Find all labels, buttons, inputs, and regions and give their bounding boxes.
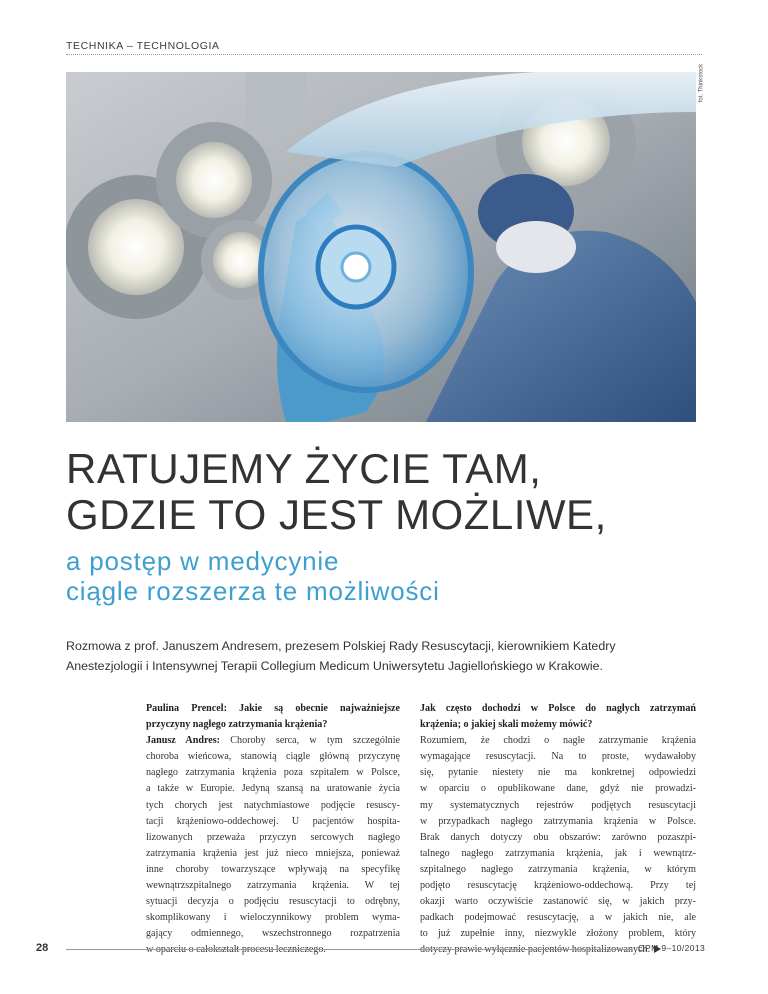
magazine-issue: OPM 9–10/2013 bbox=[638, 943, 706, 953]
subtitle-line: ciągle rozszerza te możliwości bbox=[66, 576, 440, 606]
title-line: RATUJEMY ŻYCIE TAM, bbox=[66, 445, 542, 492]
answer-line: choroba wieńcowa, stanowią ciągle główną przyczynę bbox=[146, 751, 400, 763]
answer-line: w oparciu o całokształt procesu leczniczego. bbox=[146, 944, 326, 956]
column-right bbox=[420, 701, 696, 959]
question-line: krążenia; o jakiej skali możemy mówić? bbox=[420, 719, 593, 731]
answer-line: my systematycznych rejestrów podjętych resuscytacji bbox=[420, 799, 696, 811]
answer-line: skomplikowany i wieloczynnikowy problem wyma- bbox=[146, 912, 400, 924]
article-lead bbox=[66, 636, 706, 676]
photo-credit: fot. Thinkstock bbox=[698, 63, 705, 103]
answer-line: gający odmiennego, wszechstronnego rozpatrzenia bbox=[146, 928, 400, 940]
answer-line: się, pytanie niestety nie ma konkretnej odpowiedzi bbox=[420, 767, 696, 779]
answer-line: tacji krążeniowo-oddechowej. U pacjentów hospita- bbox=[146, 815, 400, 827]
column-left bbox=[146, 701, 400, 959]
answer-line: w przypadkach nagłego zatrzymania krążenia w Polsce. bbox=[420, 815, 696, 827]
answer-line: Brak danych dotyczy obu obszarów: zarówno pozaszpi- bbox=[420, 831, 696, 843]
answer-line: Rozumiem, że chodzi o nagłe zatrzymanie krążenia bbox=[420, 735, 696, 747]
article-subtitle bbox=[66, 546, 440, 606]
operating-room-photo bbox=[66, 72, 696, 422]
lead-line: Anestezjologii i Intensywnej Terapii Collegium Medicum Uniwersytetu Jagiellońskiego w Krakowie. bbox=[66, 659, 603, 673]
answer-line: Janusz Andres: Choroby serca, w tym szczególnie bbox=[146, 735, 400, 747]
answer-line: szpitalnego nagłego zatrzymania krążenia, w którym bbox=[420, 863, 696, 875]
answer-line: podjęto resuscytację krążeniowo-oddechową. Przy tej bbox=[420, 880, 696, 892]
answer-line: to już zupełnie inny, niezwykle złożony problem, który bbox=[420, 928, 696, 940]
footer-divider bbox=[66, 949, 632, 950]
section-label: TECHNIKA – TECHNOLOGIA bbox=[66, 40, 220, 52]
answer-line: padkach podejmować resuscytację, a w jakich nie, ale bbox=[420, 912, 696, 924]
answer-line: wewnątrzszpitalnego zatrzymania krążenia. W tej bbox=[146, 880, 400, 892]
answer-line: wymagające resuscytacji. Na to proste, wydawałoby bbox=[420, 751, 696, 763]
lead-line: Rozmowa z prof. Januszem Andresem, prezesem Polskiej Rady Resuscytacji, kierownikiem Katedry bbox=[66, 639, 616, 653]
question-line: przyczyny nagłego zatrzymania krążenia? bbox=[146, 719, 328, 731]
answer-line: nagłego zatrzymania krążenia poza szpitalem w Polsce, bbox=[146, 767, 400, 779]
title-line: GDZIE TO JEST MOŻLIWE, bbox=[66, 491, 607, 538]
answer-line: w oparciu o opublikowane dane, gdyż nie prowadzi- bbox=[420, 783, 696, 795]
speaker-name: Janusz Andres: bbox=[146, 735, 221, 747]
page-number: 28 bbox=[36, 942, 49, 954]
answer-line: sytuacji decyzja o podjęciu resuscytacji to odrębny, bbox=[146, 896, 400, 908]
answer-line: okazji warto oczywiście zastanowić się, w jakich przy- bbox=[420, 896, 696, 908]
section-divider bbox=[66, 54, 702, 55]
answer-line: dotyczy prawie wyłącznie pacjentów hospitalizowanych. bbox=[420, 942, 696, 958]
answer-line: zatrzymania krążenia jest już nieco mniejsza, ponieważ bbox=[146, 847, 400, 859]
answer-line: tych chorych jest natychmiastowe podjęcie resuscy- bbox=[146, 799, 400, 811]
answer-line: inne choroby towarzyszące wpływają na specyfikę bbox=[146, 863, 400, 875]
answer-line: lizowanych przeważa przyczyn sercowych nagłego bbox=[146, 831, 400, 843]
answer-line: a także w Europie. Jedyną szansą na uratowanie życia bbox=[146, 783, 400, 795]
subtitle-line: a postęp w medycynie bbox=[66, 546, 340, 576]
answer-line: talnego nagłego zatrzymania krążenia, jak i wewnątrz- bbox=[420, 847, 696, 859]
question-line: Paulina Prencel: Jakie są obecnie najważniejsze bbox=[146, 703, 400, 714]
article-title bbox=[66, 446, 607, 538]
question-line: Jak często dochodzi w Polsce do nagłych zatrzymań bbox=[420, 703, 696, 714]
